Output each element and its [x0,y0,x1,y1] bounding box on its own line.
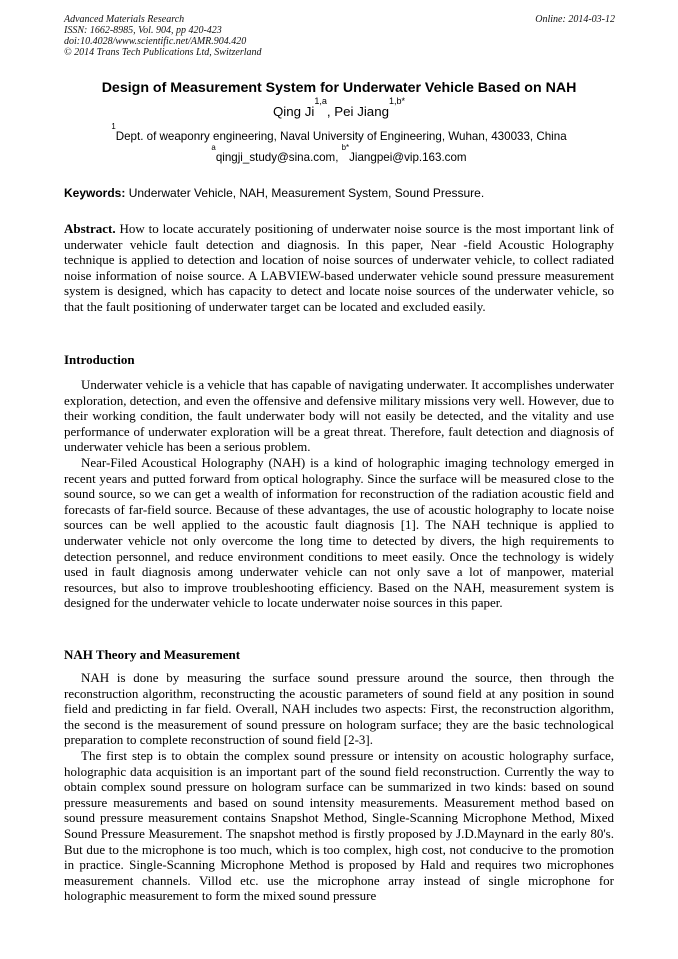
nah-body [64,670,614,904]
paragraph: NAH is done by measuring the surface sound pressure around the source, then through the reconstruction algorithm, reconstructing the acoustic parameters of sound field at any position in sound field and predicting in far field. Overall, NAH includes two aspects: First, the reconstruction algorithm, the second is the measurement of sound pressure on hologram surface; they are the basic technological preparation to complete reconstruction of sound field [2-3]. [64,670,614,748]
author-sup: 1,b* [388,95,406,106]
introduction-body [64,377,614,611]
paragraph: Underwater vehicle is a vehicle that has capable of navigating underwater. It accomplishes underwater exploration, detection, and even the offensive and defensive military missions very well. However, due to their working condition, the fault underwater body will not easily be detected, and the vitality and use performance of underwater exploration will be a great threat. Therefore, fault detection and diagnosis of underwater vehicle has been a serious problem. [64,377,614,455]
email-link[interactable]: qingji_study@sina.com, [215,151,342,164]
journal-copyright: © 2014 Trans Tech Publications Ltd, Switzerland [64,47,262,58]
abstract-label: Abstract. [64,221,116,236]
journal-name: Advanced Materials Research [64,14,185,25]
journal-header [64,14,262,58]
author-line [0,95,678,119]
author-sup: 1,a [314,95,327,106]
author-name: Qing Ji [272,104,315,119]
journal-issn: ISSN: 1662-8985, Vol. 904, pp 420-423 [64,25,222,36]
journal-doi: doi:10.4028/www.scientific.net/AMR.904.420 [64,36,247,47]
keywords-text: Underwater Vehicle, NAH, Measurement System, Sound Pressure. [125,186,485,200]
keywords-label: Keywords: [64,186,126,200]
author-separator: , [326,104,335,119]
affiliation-text: Dept. of weaponry engineering, Naval University of Engineering, Wuhan, 430033, China [115,130,567,143]
email-sup: b* [341,143,350,153]
abstract [64,221,614,315]
section-heading-nah: NAH Theory and Measurement [64,647,241,662]
affiliation [0,122,678,143]
paragraph: The first step is to obtain the complex sound pressure or intensity on acoustic holography surface, holographic data acquisition is an important part of the sound field reconstruction. Currently the way to obtain complex sound pressure on hologram surface can be summarized in two kinds: based on sound pressure measurements and based on sound intensity measurements. Measurement method based on sound pressure measurement contains Snapshot Method, Single-Scanning Microphone Method, Mixed Sound Pressure Measurement. The snapshot method is firstly proposed by J.D.Maynard in the early 80's. But due to the microphone is too much, which is too complex, high cost, not conducive to the promotion in practice. Single-Scanning Microphone Method is proposed by Hald and requires two microphones measurement channels. Villod etc. use the microphone array instead of single microphone for holographic measurement to form the mixed sound pressure [64,747,614,904]
email-sup: a [211,143,216,153]
paper-title: Design of Measurement System for Underwater Vehicle Based on NAH [101,80,577,96]
online-date: Online: 2014-03-12 [535,14,615,25]
author-emails [0,143,678,164]
keywords [64,186,614,200]
affiliation-sup: 1 [111,122,116,132]
author-name: Pei Jiang [334,104,389,119]
abstract-text: How to locate accurately positioning of underwater noise source is the most important link of underwater vehicle fault detection and diagnosis. In this paper, Near -field Acoustic Holography technique is applied to detection and location of noise sources of underwater vehicle, to collect radiated noise information of noise source. A LABVIEW-based underwater vehicle sound pressure measurement system is designed, which has capacity to detect and locate noise sources of the underwater vehicle, so that the fault positioning of underwater target can be located and excluded easily. [64,221,614,314]
paragraph: Near-Filed Acoustical Holography (NAH) is a kind of holographic imaging technology emerged in recent years and putted forward from optical holography. Since the surface will be measured close to the sound source, so we can get a wealth of information for reconstruction of the radiation acoustic field and forecasts of far-field source. Because of these advantages, the use of acoustic holography to locate noise sources can be well applied to the acoustic fault diagnosis [1]. The NAH technique is applied to underwater vehicle not only overcome the long time to detected by divers, the high requirements to detection personnel, and reduce environment conditions to meet easily. Once the technology is widely used in fault diagnosis among underwater vehicle can not only save a lot of manpower, material resources, but also to improve troubleshooting efficiency. Based on the NAH, measurement system is designed for the underwater vehicle to locate underwater noise sources in this paper. [64,454,614,611]
email-link[interactable]: Jiangpei@vip.163.com [349,151,467,164]
section-heading-introduction: Introduction [64,352,135,367]
